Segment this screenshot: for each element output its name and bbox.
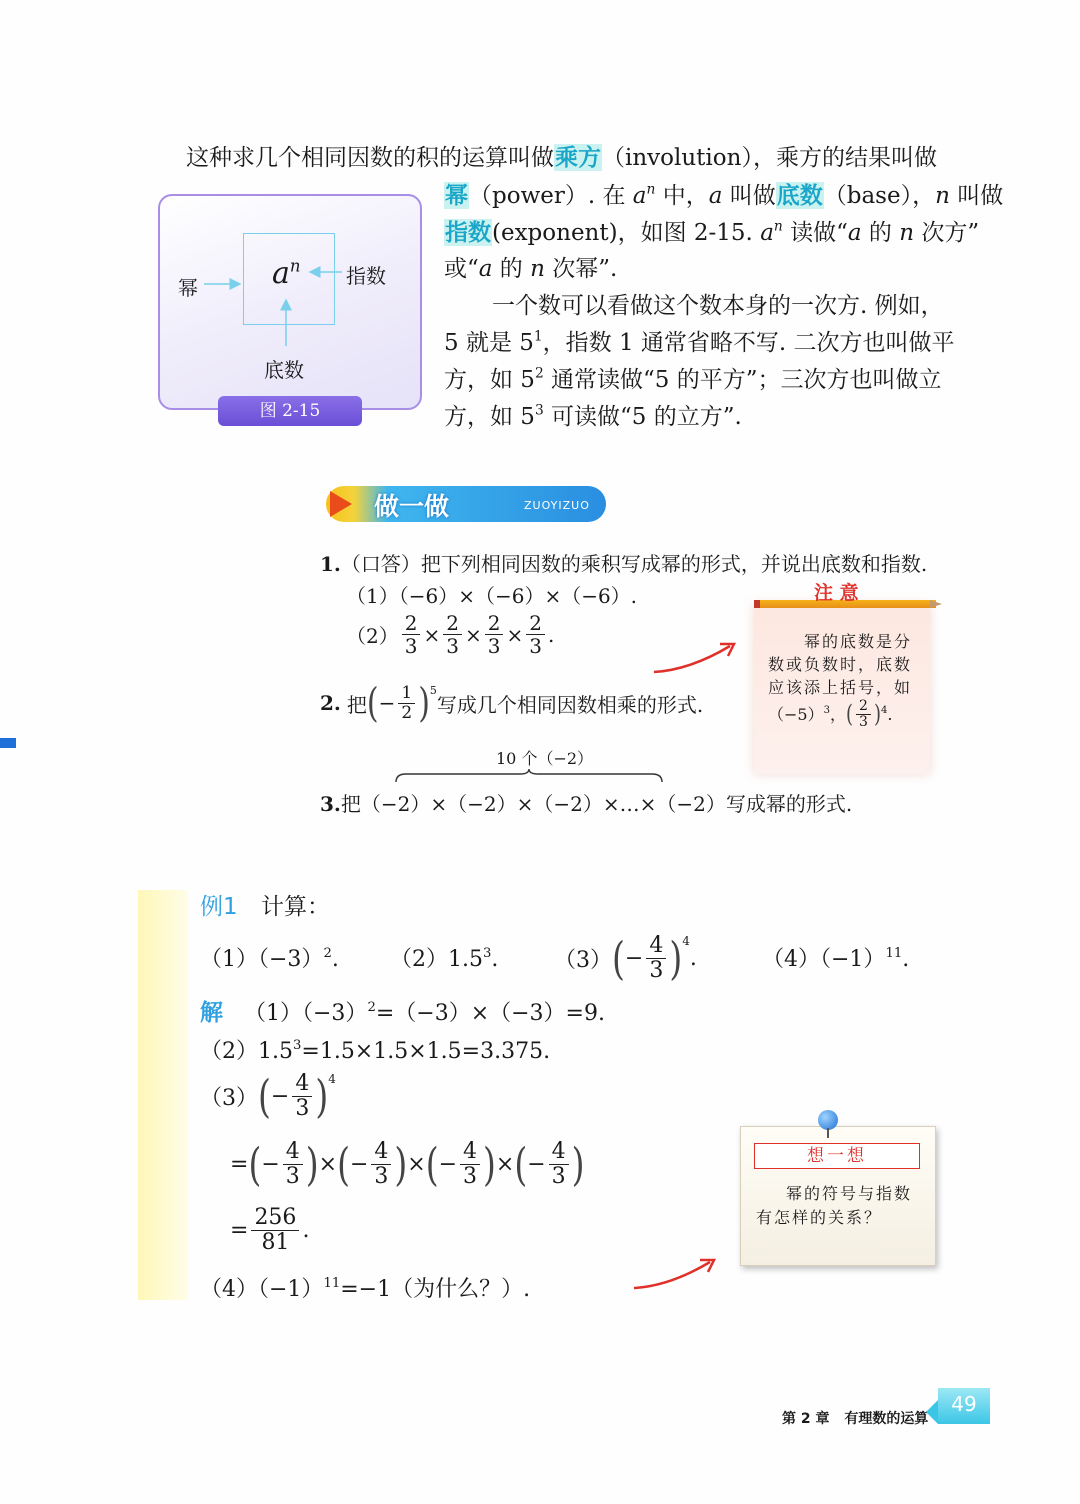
times: × [506,622,524,647]
chapter-label: 第 2 章 [782,1411,830,1427]
q-num: 2. [320,691,341,716]
figure-caption [218,396,362,426]
question-1b: （2） $\frac{2}{3}$ × $\frac{2}{3}$ × $\frac{2}{3}$ × $\frac{2}{3}$ . [346,611,555,658]
sup: 1 [533,328,543,345]
note-line: 幂的底数是分 [804,632,913,651]
sup: 3 [823,705,830,716]
fraction [283,1140,303,1189]
chapter-name: 有理数的运算 [844,1411,929,1427]
example-problems [200,932,940,986]
fraction [398,684,415,722]
fraction [856,699,871,731]
num: 2 [856,699,871,715]
solution-2 [200,1034,550,1065]
paren-close: ) [305,1138,319,1192]
equals: = [230,1218,249,1244]
text: （3） [554,948,612,974]
paren-open: ( [258,1070,271,1124]
text: . [491,947,499,972]
intro-line-3 [444,214,979,252]
question-1a: （1）（−6）×（−6）×（−6）. [346,584,638,608]
text: 方，如 5 [444,367,535,393]
red-arrow-icon [650,640,740,680]
num: 2 [402,612,421,635]
text: ，指数 1 通常省略不写. 二次方也叫做平 [542,330,955,356]
text: 或“ [444,256,479,282]
activity-banner [326,486,606,522]
minus: − [624,946,644,972]
den: 3 [859,714,868,731]
note-line: 数或负数时，底数 [768,655,913,674]
den: 3 [649,958,664,984]
label-exponent: 指数 [346,264,386,288]
den: 81 [261,1230,290,1256]
para2-line-1 [492,288,944,325]
label-base: 底数 [264,358,304,382]
paren-close: ) [669,932,683,986]
paren-close: ) [418,679,430,727]
paren-open: ( [845,700,854,730]
text: 叫做 [949,183,1004,209]
minus: − [438,1152,457,1178]
problem-4 [762,942,909,973]
var: n [773,218,783,235]
text: . [902,947,910,972]
text: （power）. 在 [469,183,633,209]
solution-4 [200,1272,530,1303]
text: 的 [861,220,900,246]
paren-close: ) [394,1138,408,1192]
text: （1）（−3） [200,947,324,972]
den: 3 [529,634,542,658]
num: 4 [549,1140,569,1165]
text: (exponent)，如图 2-15. [492,220,761,246]
times: × [423,622,441,647]
intro-line-4 [444,251,617,288]
problem-3 [554,932,697,986]
fraction [402,612,421,657]
para2-line-2 [444,325,955,362]
text: 叫做 [722,183,776,209]
text: . [689,946,697,972]
text: （4）（−1） [762,947,886,972]
num: 2 [526,612,545,635]
intro-line-1 [186,139,937,177]
text: （2）1.5 [390,947,483,972]
term-base: 底数 [776,182,823,209]
text: （involution），乘方的结果叫做 [602,145,937,171]
minus: − [527,1152,546,1178]
var: a [847,220,862,246]
text: 次方” [914,220,980,246]
example-label: 例1 [200,894,238,920]
exp-var: n [289,256,301,276]
pin-icon [818,1110,838,1130]
text: （2）1.5 [200,1039,293,1064]
fraction [526,612,545,657]
solution-3-result [230,1206,309,1255]
pencil-tip [930,600,942,608]
fraction [292,1072,312,1121]
think-title-box [754,1143,920,1169]
fraction [549,1140,569,1189]
den: 3 [404,634,418,658]
text: =1.5×1.5×1.5=3.375. [301,1039,551,1064]
sup: 4 [682,934,690,948]
text: （4）（−1） [200,1277,324,1302]
sup: 2 [367,999,376,1015]
minus: − [270,1084,290,1110]
times: × [464,622,482,647]
sup: 11 [323,1275,341,1291]
text: 读做“ [782,220,848,246]
minus: − [378,691,396,716]
think-line: 有怎样的关系？ [756,1208,883,1227]
text: 中， [655,183,709,209]
fraction [251,1206,299,1255]
label-power: 幂 [178,276,198,300]
exponent: 5 [429,684,437,697]
q-num: 3. [320,792,341,816]
num: 4 [371,1140,391,1165]
activity-pinyin: ZUOYIZUO [524,499,590,512]
example-heading [200,888,330,921]
note-line: 应该添上括号，如 [768,678,913,697]
text: 次幂”. [544,256,618,282]
think-line: 幂的符号与指数 [786,1184,913,1203]
var: n [899,220,915,246]
question-3 [320,788,852,817]
times: × [495,1152,515,1178]
note-body [768,630,930,731]
pin-needle [827,1128,829,1138]
play-icon [330,491,352,517]
paren-open: ( [425,1138,439,1192]
solution-3-expand [230,1138,585,1192]
text: =−1（为什么？）. [340,1277,531,1302]
example-title: 计算： [260,894,330,920]
times: × [318,1152,338,1178]
edge-marker [0,738,16,748]
page-tab-corner [926,1400,938,1424]
fraction [646,934,666,983]
term-exponent: 指数 [445,219,491,246]
overbrace [394,768,664,784]
q-text: 写成几个相同因数相乘的形式. [436,692,704,717]
q-text: （口答）把下列相同因数的乘积写成幂的形式，并说出底数和指数. [340,552,928,576]
term-power: 幂 [445,182,468,209]
paren-open: ( [366,679,379,727]
intro-line-2 [444,177,1003,215]
equals: = [230,1152,249,1178]
figure-2-15 [158,194,422,410]
text: （1）（−3） [244,1001,368,1026]
den: 2 [401,702,413,723]
brace-label: 10 个（−2） [496,749,594,768]
page-number: 49 [951,1392,977,1416]
text: 的 [492,256,531,282]
q-label: （2） [346,624,399,648]
text: ， [829,705,846,725]
den: 3 [551,1164,566,1190]
text: . [887,705,893,725]
paren-close: ) [315,1070,329,1124]
paren-open: ( [337,1138,350,1192]
problem-1 [200,942,339,973]
text: 方，如 5 [444,404,535,430]
question-2 [320,679,704,727]
solution-label: 解 [200,999,223,1026]
num: 1 [398,684,415,704]
dot: . [302,1218,310,1244]
den: 3 [295,1096,310,1122]
fraction [485,612,504,657]
sup: 3 [293,1037,302,1053]
think-title: 想一想 [807,1146,867,1166]
footer-chapter [782,1408,928,1428]
fraction [460,1140,480,1189]
var: n [646,181,656,198]
text: =（−3）×（−3）=9. [375,1001,605,1026]
text: （−5） [768,705,824,725]
sup: 11 [885,945,903,961]
var: a [708,183,723,209]
minus: − [261,1152,280,1178]
note-line [768,699,930,731]
sup: 2 [534,365,544,382]
num: 4 [292,1072,312,1097]
text: 一个数可以看做这个数本身的一次方. 例如， [492,293,944,319]
var: a [632,183,647,209]
para2-line-3 [444,362,942,399]
num: 4 [283,1140,303,1165]
paren-open: ( [514,1138,528,1192]
example-sidebar [138,890,188,1300]
sup: 2 [323,945,332,961]
solution-3-head [200,1070,336,1124]
den: 3 [374,1164,389,1190]
var: n [935,183,950,209]
text: 通常读做“5 的平方”；三次方也叫做立 [543,367,942,393]
paren-close: ) [873,700,881,730]
term-involution: 乘方 [555,144,601,171]
paren-close: ) [571,1138,585,1192]
sup: 3 [534,402,544,419]
num: 2 [443,612,462,635]
num: 256 [251,1206,299,1231]
figure-arrows [160,196,420,408]
base-var: a [272,256,290,291]
text: 5 就是 5 [444,330,534,356]
var: n [530,256,545,282]
fraction [443,612,462,657]
sup: 4 [880,705,888,716]
text: . [331,947,339,972]
paren-open: ( [612,932,625,986]
q-text: 把 [346,692,367,717]
paren-open: ( [248,1138,262,1192]
den: 3 [487,634,501,658]
text: 这种求几个相同因数的积的运算叫做 [186,145,554,171]
problem-2 [390,942,498,973]
think-body [756,1182,912,1230]
var: a [760,220,774,246]
para2-line-4 [444,399,742,436]
times: × [407,1152,426,1178]
num: 4 [460,1140,480,1165]
text: （3） [200,1086,258,1112]
den: 3 [285,1164,300,1190]
note-title: 注 意 [814,582,859,604]
q-num: 1. [320,552,341,576]
den: 3 [446,634,459,658]
sup: 4 [328,1072,336,1086]
minus: − [349,1152,369,1178]
red-arrow-icon [630,1256,720,1296]
question-1 [320,548,927,577]
text: 可读做“5 的立方”. [543,404,742,430]
den: 3 [463,1164,477,1190]
fraction [371,1140,391,1189]
paren-close: ) [483,1138,496,1192]
num: 4 [646,934,666,959]
caption-text: 图 2-15 [259,401,321,421]
var: a [478,256,493,282]
solution-1 [200,994,605,1027]
num: 2 [485,612,504,635]
q-text: 把（−2）×（−2）×（−2）×…×（−2）写成幂的形式. [340,792,853,816]
sup: 3 [483,945,492,961]
activity-title: 做一做 [374,492,450,521]
text: （base）， [823,183,936,209]
